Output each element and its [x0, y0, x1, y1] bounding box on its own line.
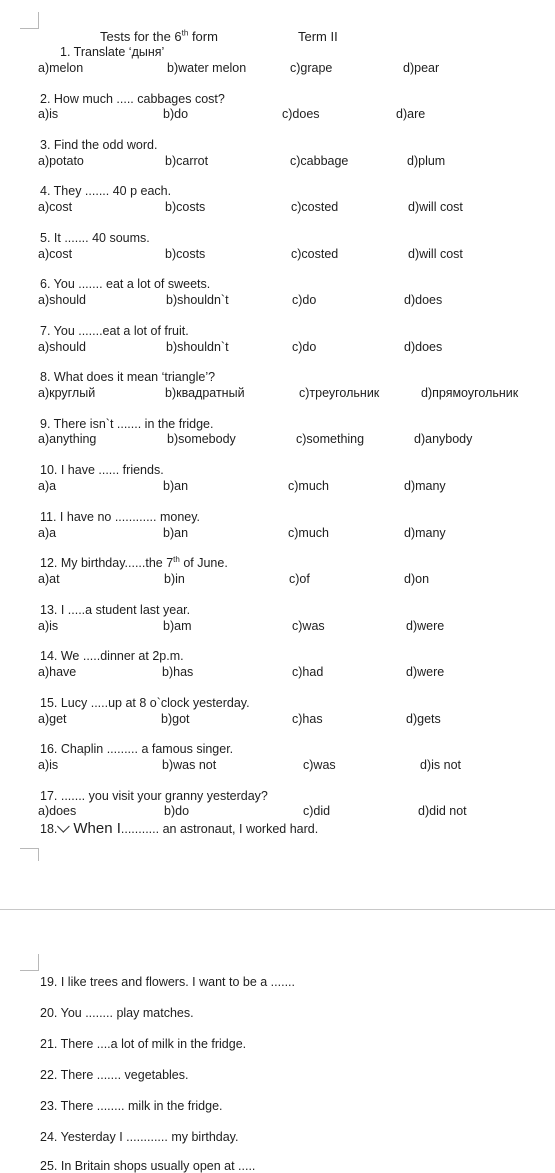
option-d: d)pear [403, 61, 440, 75]
option-b: b)costs [165, 200, 206, 214]
option-c: c)much [288, 526, 329, 540]
page-corner-mark-top [20, 12, 39, 29]
option-d: d)many [404, 479, 446, 493]
option-d: d)прямоугольник [421, 386, 519, 400]
option-a: a)have [38, 665, 77, 679]
option-d: d)did not [418, 804, 467, 818]
option-d: d)gets [406, 712, 441, 726]
question-text: 14. We .....dinner at 2p.m. [40, 649, 184, 663]
option-c: c)did [303, 804, 331, 818]
option-d: d)is not [420, 758, 461, 772]
option-c: c)was [303, 758, 336, 772]
question-text: 3. Find the odd word. [40, 138, 158, 152]
option-c: c)does [282, 107, 320, 121]
question-18 [40, 821, 318, 836]
option-b: b)has [162, 665, 194, 679]
question-text: 13. I .....a student last year. [40, 603, 191, 617]
question-text: 23. There ........ milk in the fridge. [40, 1099, 223, 1113]
page-corner-mark-bottom [20, 848, 39, 861]
option-c: c)of [289, 572, 310, 586]
option-a: a)is [38, 619, 59, 633]
option-b: b)costs [165, 247, 206, 261]
question-text: 24. Yesterday I ............ my birthday. [40, 1130, 239, 1144]
option-a: a)melon [38, 61, 84, 75]
option-d: d)will cost [408, 247, 463, 261]
option-b: b)do [163, 107, 189, 121]
option-b: b)do [164, 804, 190, 818]
option-d: d)does [404, 293, 443, 307]
option-c: c)costed [291, 200, 339, 214]
page-corner-mark-page2 [20, 954, 39, 971]
option-b: b)was not [162, 758, 217, 772]
option-c: c)cabbage [290, 154, 349, 168]
option-c: c)much [288, 479, 329, 493]
question-text: 16. Chaplin ......... a famous singer. [40, 742, 234, 756]
option-a: a)a [38, 479, 57, 493]
question-text-large: When I [73, 820, 121, 837]
test-title: Tests for the 6th form [100, 28, 218, 44]
question-text: 1. Translate ‘дыня’ [60, 45, 165, 59]
question-text: 7. You .......eat a lot of fruit. [40, 324, 189, 338]
option-a: a)круглый [38, 386, 96, 400]
question-text: 2. How much ..... cabbages cost? [40, 92, 225, 106]
option-b: b)got [161, 712, 190, 726]
option-b: b)water melon [167, 61, 247, 75]
option-b: b)квадратный [165, 386, 245, 400]
question-text: 10. I have ...... friends. [40, 463, 164, 477]
option-b: b)shouldn`t [166, 340, 229, 354]
question-text: 4. They ....... 40 p each. [40, 184, 172, 198]
question-text: 12. My birthday......the 7th of June. [40, 554, 228, 570]
option-c: c)треугольник [299, 386, 380, 400]
question-text: 22. There ....... vegetables. [40, 1068, 189, 1082]
option-b: b)shouldn`t [166, 293, 229, 307]
option-d: d)does [404, 340, 443, 354]
option-d: d)many [404, 526, 446, 540]
option-a: a)a [38, 526, 57, 540]
option-d: d)are [396, 107, 426, 121]
option-c: c)was [292, 619, 325, 633]
option-b: b)an [163, 526, 189, 540]
option-b: b)an [163, 479, 189, 493]
second-page [0, 910, 555, 1171]
option-c: c)do [292, 293, 317, 307]
option-c: c)grape [290, 61, 333, 75]
option-a: a)at [38, 572, 60, 586]
question-text: 5. It ....... 40 soums. [40, 231, 150, 245]
option-d: d)were [406, 665, 445, 679]
option-b: b)carrot [165, 154, 209, 168]
option-d: d)on [404, 572, 430, 586]
option-d: d)will cost [408, 200, 463, 214]
question-text: ........... an astronaut, I worked hard. [120, 822, 319, 836]
option-c: c)costed [291, 247, 339, 261]
question-text: 25. In Britain shops usually open at ..... [40, 1159, 256, 1173]
option-c: c)something [296, 432, 365, 446]
option-a: a)is [38, 107, 59, 121]
option-a: a)anything [38, 432, 97, 446]
option-c: c)had [292, 665, 324, 679]
question-number: 18. [40, 822, 58, 836]
option-b: b)am [163, 619, 192, 633]
question-text: 20. You ........ play matches. [40, 1006, 194, 1020]
question-text: 21. There ....a lot of milk in the fridge. [40, 1037, 247, 1051]
option-d: d)plum [407, 154, 446, 168]
question-text: 11. I have no ............ money. [40, 510, 201, 524]
option-a: a)should [38, 293, 86, 307]
option-d: d)were [406, 619, 445, 633]
option-a: a)is [38, 758, 59, 772]
handwritten-mark-icon [57, 820, 70, 833]
question-text: 15. Lucy .....up at 8 o`clock yesterday. [40, 696, 250, 710]
question-text: 19. I like trees and flowers. I want to be a ....... [40, 975, 295, 989]
question-text: 8. What does it mean ‘triangle’? [40, 370, 216, 384]
option-a: a)does [38, 804, 77, 818]
term-label: Term II [298, 29, 338, 44]
question-text: 6. You ....... eat a lot of sweets. [40, 277, 211, 291]
option-b: b)somebody [167, 432, 236, 446]
option-a: a)should [38, 340, 86, 354]
option-c: c)do [292, 340, 317, 354]
option-b: b)in [164, 572, 185, 586]
question-text: 9. There isn`t ....... in the fridge. [40, 417, 214, 431]
option-a: a)cost [38, 247, 73, 261]
option-a: a)get [38, 712, 67, 726]
question-text: 17. ....... you visit your granny yesterday? [40, 789, 268, 803]
option-a: a)potato [38, 154, 84, 168]
option-c: c)has [292, 712, 323, 726]
option-a: a)cost [38, 200, 73, 214]
option-d: d)anybody [414, 432, 473, 446]
